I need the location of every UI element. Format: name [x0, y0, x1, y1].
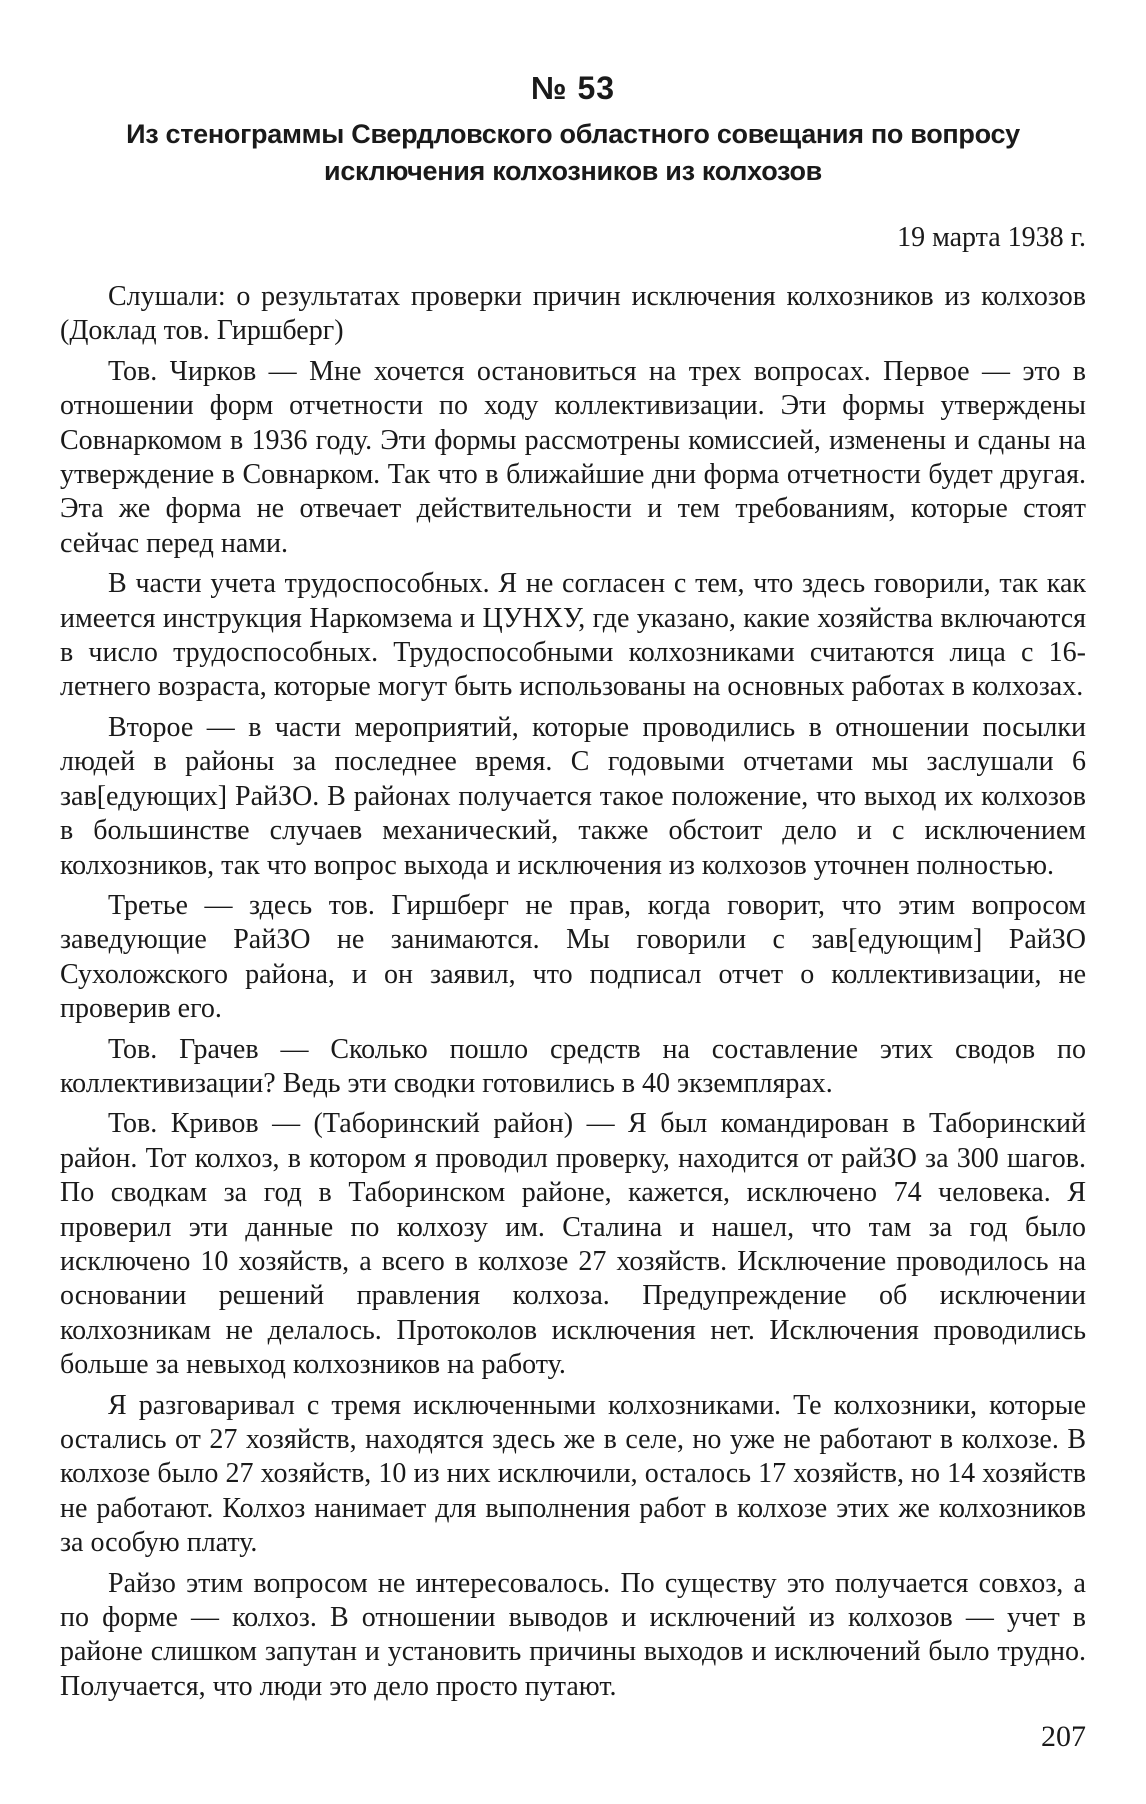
- document-body: [60, 280, 1086, 1710]
- paragraph: Третье — здесь тов. Гиршберг не прав, когда говорит, что этим вопросом заведующие РайЗО не занимаются. Мы говорили с зав[едующим] РайЗО Сухоложского района, и он заявил, что подписал отчет о коллективизации, не проверив его.: [60, 889, 1086, 1025]
- title-line: исключения колхозников из колхозов: [324, 156, 822, 186]
- paragraph: Тов. Чирков — Мне хочется остановиться на трех вопросах. Первое — это в отношении форм отчетности по ходу коллективизации. Эти формы утверждены Совнаркомом в 1936 году. Эти формы рассмотрены комиссией, изменены и сданы на утверждение в Совнарком. Так что в ближайшие дни форма отчетности будет другая. Эта же форма не отвечает действительности и тем требованиям, которые стоят сейчас перед нами.: [60, 355, 1086, 559]
- document-number: № 53: [530, 70, 616, 106]
- page-number: 207: [1041, 1720, 1086, 1753]
- paragraph: Второе — в части мероприятий, которые проводились в отношении посылки людей в районы за последнее время. С годовыми отчетами мы заслушали 6 зав[едующих] РайЗО. В районах получается такое положение, что выход их колхозов в большинстве случаев механический, также обстоит дело и с исключением колхозников, так что вопрос выхода и исключения из колхозов уточнен полностью.: [60, 711, 1086, 881]
- document-title: [100, 116, 1046, 190]
- paragraph: В части учета трудоспособных. Я не согласен с тем, что здесь говорили, так как имеется инструкция Наркомзема и ЦУНХУ, где указано, какие хозяйства включаются в число трудоспособных. Трудоспособными колхозниками считаются лица с 16-летнего возраста, которые могут быть использованы на основных работах в колхозах.: [60, 568, 1086, 703]
- document-date: 19 марта 1938 г.: [897, 222, 1086, 253]
- paragraph: Тов. Грачев — Сколько пошло средств на составление этих сводов по коллективизации? Ведь эти сводки готовились в 40 экземплярах.: [60, 1033, 1086, 1099]
- paragraph: Райзо этим вопросом не интересовалось. По существу это получается совхоз, а по форме — колхоз. В отношении выводов и исключений из колхозов — учет в районе слишком запутан и установить причины выходов и исключений было трудно. Получается, что люди это дело просто путают.: [60, 1567, 1086, 1702]
- paragraph: Слушали: о результатах проверки причин исключения колхозников из колхозов (Доклад тов. Гиршберг): [60, 281, 1086, 347]
- paragraph: Тов. Кривов — (Таборинский район) — Я был командирован в Таборинский район. Тот колхоз, в котором я проводил проверку, находится от райЗО за 300 шагов. По сводкам за год в Таборинском районе, кажется, исключено 74 человека. Я проверил эти данные по колхозу им. Сталина и нашел, что там за год было исключено 10 хозяйств, а всего в колхозе 27 хозяйств. Исключение проводилось на основании решений правления колхоза. Предупреждение об исключении колхозникам не делалось. Протоколов исключения нет. Исключения проводились больше за невыход колхозников на работу.: [60, 1108, 1086, 1381]
- title-line: Из стенограммы Свердловского областного совещания по вопросу: [126, 119, 1020, 149]
- paragraph: Я разговаривал с тремя исключенными колхозниками. Те колхозники, которые остались от 27 хозяйств, находятся здесь же в селе, но уже не работают в колхозе. В колхозе было 27 хозяйств, 10 из них исключили, осталось 17 хозяйств, но 14 хозяйств не работают. Колхоз нанимает для выполнения работ в колхозе этих же колхозников за особую плату.: [60, 1389, 1086, 1559]
